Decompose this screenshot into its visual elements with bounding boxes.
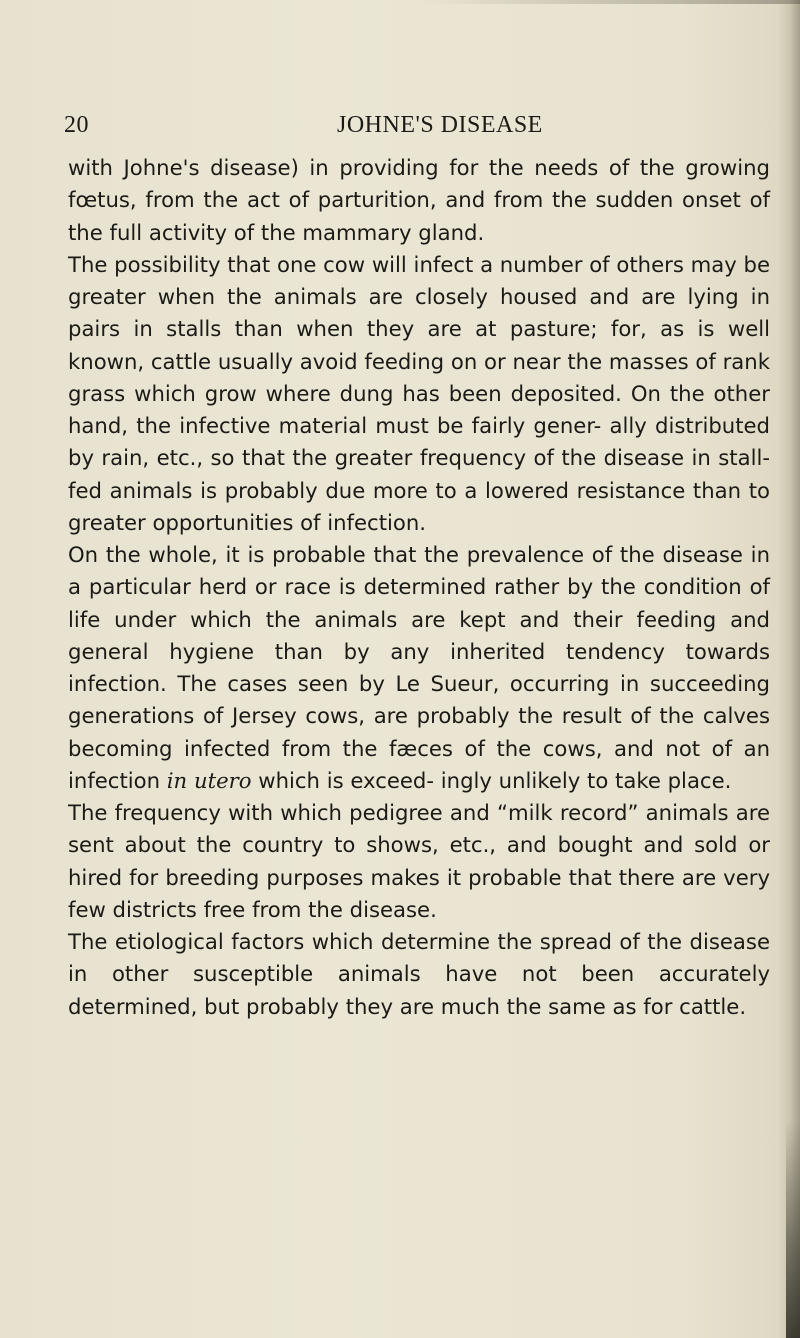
- paragraph-3-text-end: which is exceed- ingly unlikely to take place.: [251, 767, 732, 793]
- page-top-shadow: [420, 0, 800, 4]
- paragraph-4-text: The frequency with which pedigree and “milk record” animals are sent about the country to shows, etc., and bought and sold or hired for breeding purposes makes it probable that there are very few districts free from the disease.: [68, 800, 770, 922]
- paragraph-1-text: with Johne's disease) in providing for the needs of the growing fœtus, from the act of parturition, and from the sudden onset of the full activity of the mammary gland.: [68, 155, 770, 245]
- page-header: [0, 112, 800, 148]
- paragraph-2-text: The possibility that one cow will infect a number of others may be greater when the animals are closely housed and are lying in pairs in stalls than when they are at pasture; for, as is well known, cattle usually avoid feeding on or near the masses of rank grass which grow where dung has been deposited. On the other hand, the infective material must be fairly gener- ally distributed by rain, etc., so that the greater frequency of the disease in stall-fed animals is probably due more to a lowered resistance than to greater opportunities of infection.: [68, 251, 770, 535]
- binding-shadow: [786, 1120, 800, 1338]
- paragraph-1: [68, 152, 770, 249]
- italic-phrase: in utero: [166, 767, 252, 793]
- paragraph-2: [68, 249, 770, 539]
- paragraph-5: [68, 926, 770, 1023]
- paragraph-4: [68, 797, 770, 926]
- paragraph-3: [68, 539, 770, 797]
- paragraph-3-text: On the whole, it is probable that the prevalence of the disease in a particular herd or race is determined rather by the condition of life under which the animals are kept and their feeding and general hygiene than by any inherited tendency towards infection. The cases seen by Le Sueur, occurring in succeeding generations of Jersey cows, are probably the result of the calves becoming infected from the fæces of the cows, and not of an infection: [68, 542, 770, 793]
- page-number: 20: [64, 112, 89, 138]
- body-text: [68, 152, 770, 1023]
- paragraph-5-text: The etiological factors which determine the spread of the disease in other susceptible animals have not been accurately determined, but probably they are much the same as for cattle.: [68, 929, 770, 1019]
- running-head: JOHNE'S DISEASE: [337, 112, 543, 138]
